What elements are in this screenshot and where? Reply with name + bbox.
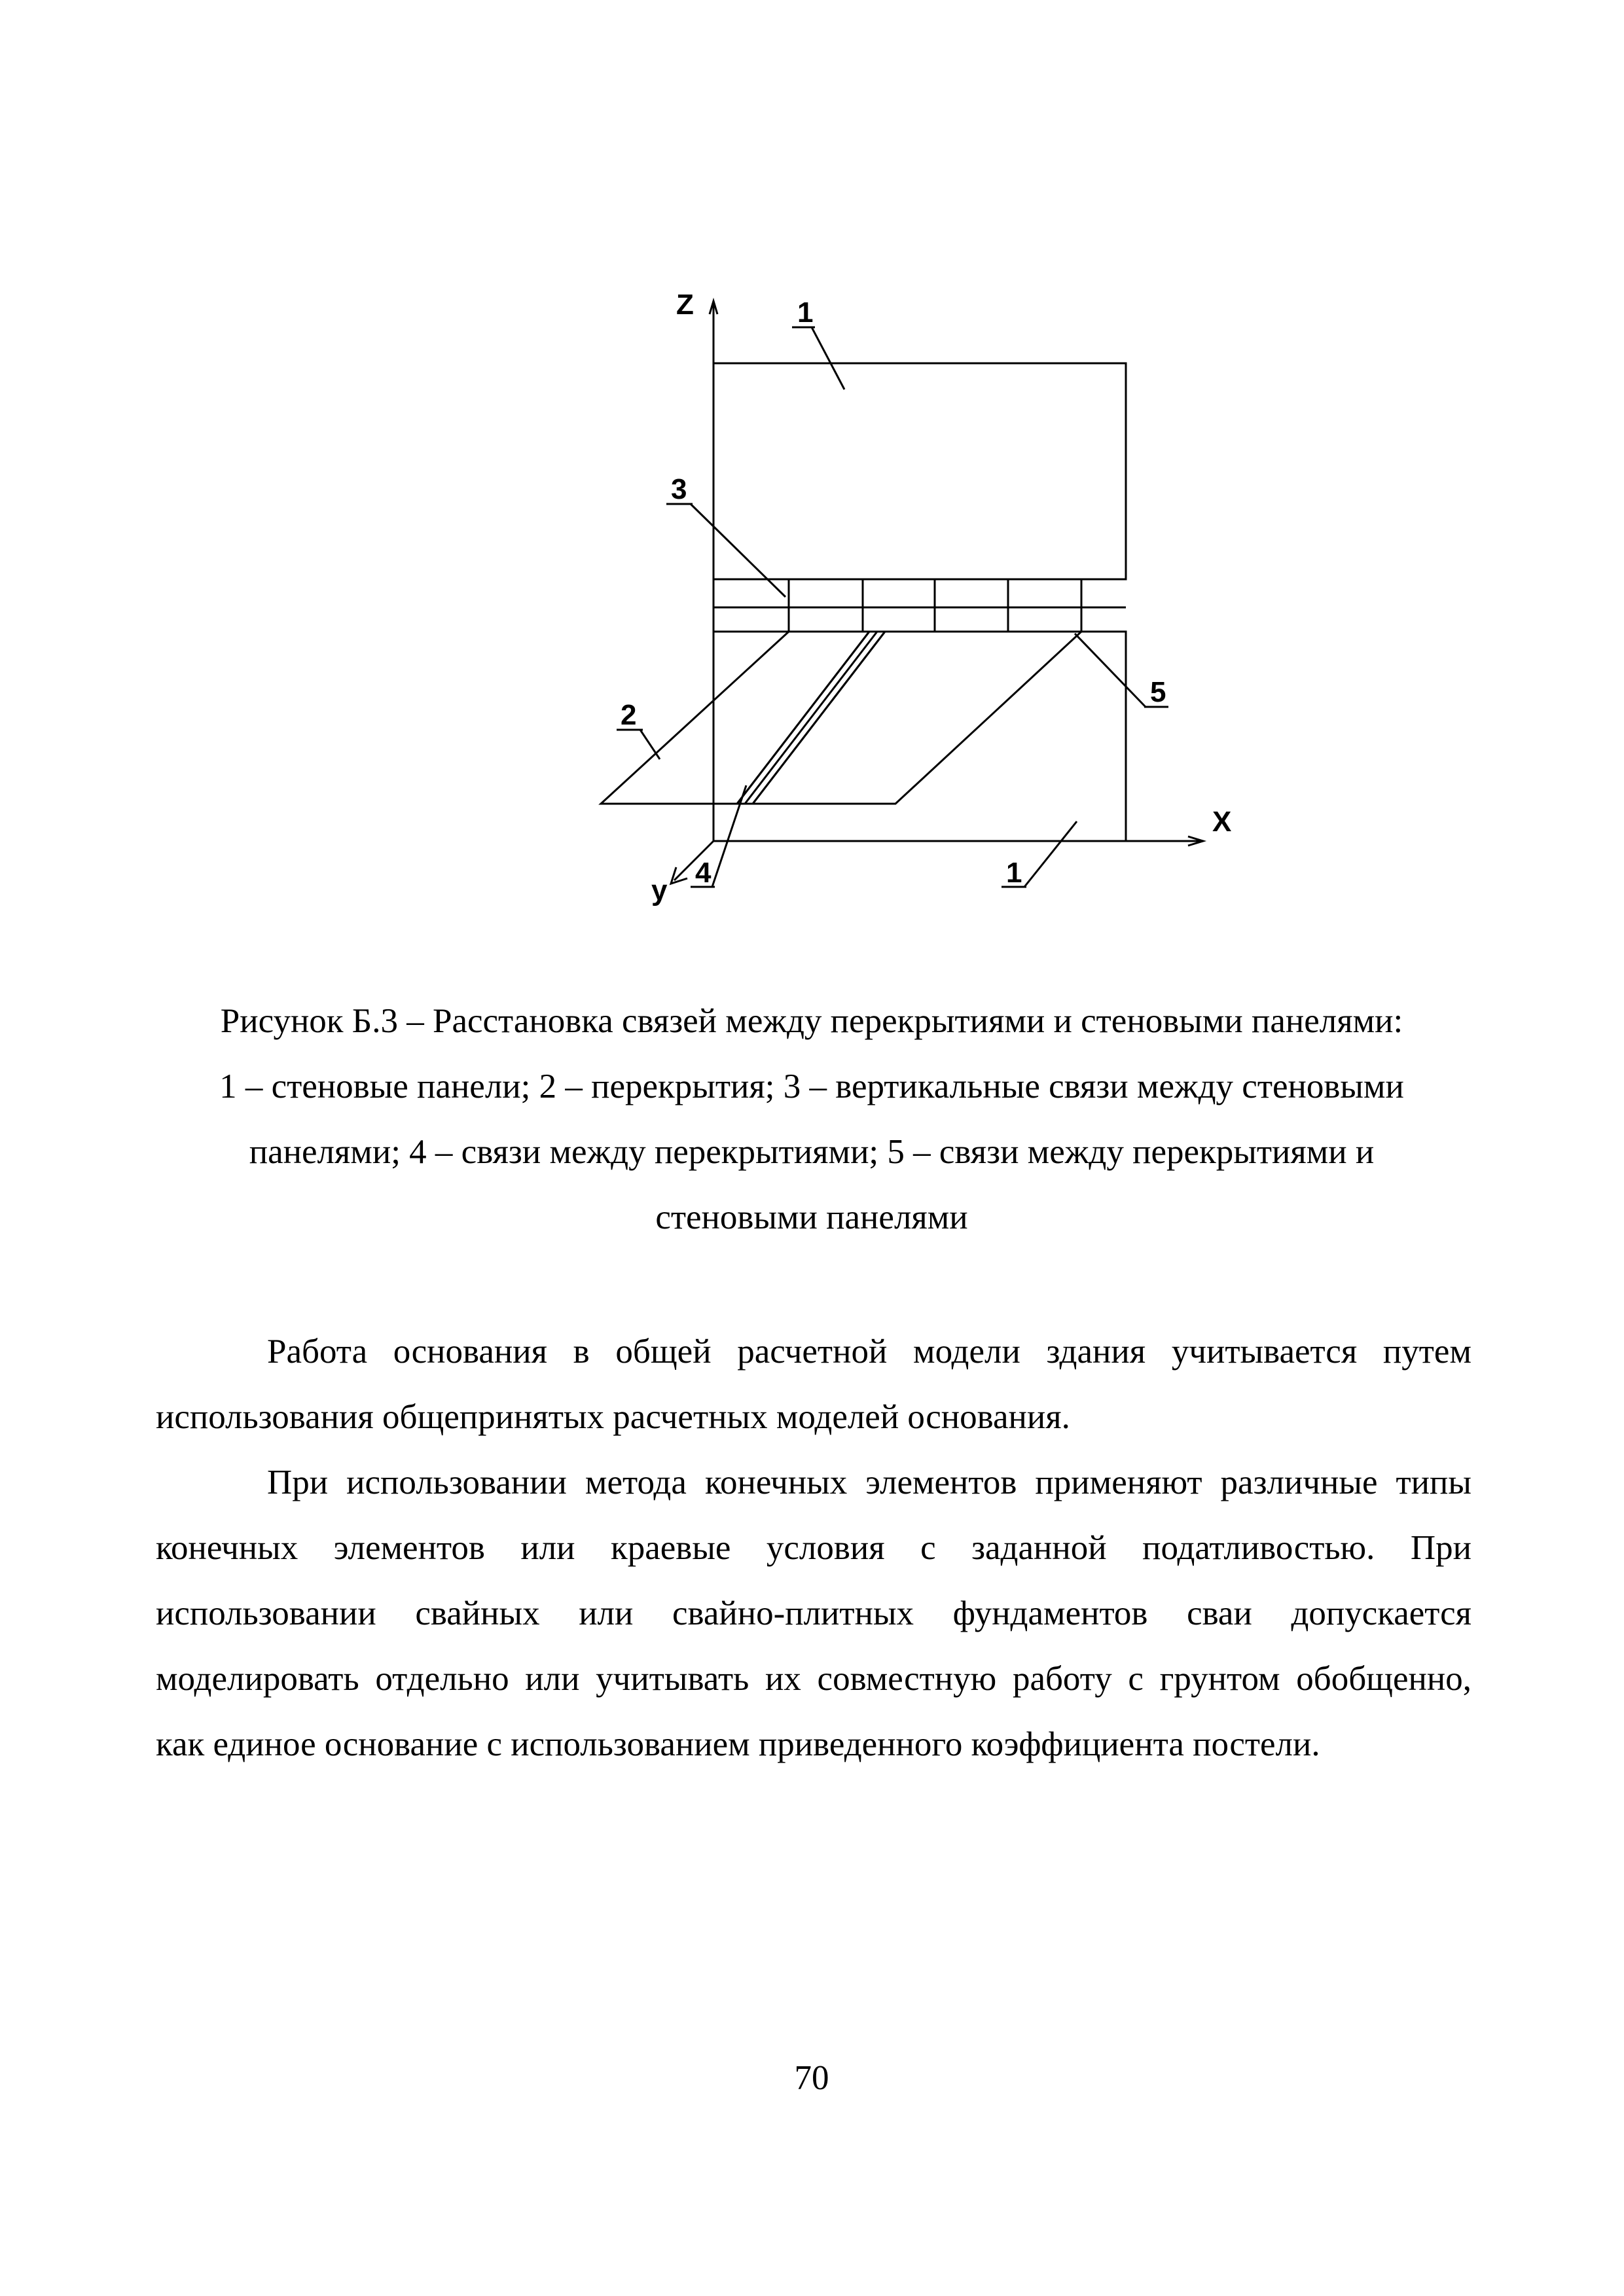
caption-line: стеновыми панелями [655,1198,968,1236]
callout-4: 4 [695,857,712,889]
leader-2 [640,730,660,759]
caption-line: Рисунок Б.3 – Расстановка связей между перекрытиями и стеновыми панелями: [220,1002,1403,1040]
upper-wall-panel [713,363,1126,579]
floor-link-inner [745,632,877,804]
lower-wall-panel [713,632,1126,841]
callout-1-bottom: 1 [1006,857,1022,889]
page-number: 70 [794,2059,829,2097]
z-axis-label: Z [676,289,694,321]
leader-1-bottom [1024,821,1077,887]
figure-caption [157,988,1466,1250]
leader-1-top [812,327,844,389]
paragraph-line: конечных элементов или краевые условия с заданной податливостью. При [156,1529,1471,1567]
paragraph-line: использования общепринятых расчетных моделей основания. [156,1398,1070,1436]
y-axis-label: y [651,874,668,906]
caption-line: панелями; 4 – связи между перекрытиями; 5 – связи между перекрытиями и [249,1133,1375,1171]
leader-3 [691,504,785,597]
x-axis-label: X [1212,806,1232,838]
callout-1-top: 1 [797,296,814,329]
figure-b3-diagram [589,275,1322,916]
paragraph-line: При использовании метода конечных элементов применяют различные типы [267,1463,1471,1501]
paragraph-1 [156,1319,1471,1450]
caption-line: 1 – стеновые панели; 2 – перекрытия; 3 – вертикальные связи между стеновыми [219,1067,1404,1105]
callout-2: 2 [621,699,637,731]
paragraph-2 [156,1450,1471,1777]
paragraph-line: использовании свайных или свайно-плитных фундаментов сваи допускается [156,1594,1471,1632]
leader-5 [1075,634,1146,707]
paragraph-line: как единое основание с использованием приведенного коэффициента постели. [156,1725,1320,1763]
floor-slab-left [601,632,869,804]
callout-5: 5 [1150,676,1166,708]
callout-3: 3 [671,473,687,505]
paragraph-line: моделировать отдельно или учитывать их совместную работу с грунтом обобщенно, [156,1660,1471,1698]
leader-4 [712,785,746,887]
paragraph-line: Работа основания в общей расчетной модели здания учитывается путем [267,1333,1471,1371]
